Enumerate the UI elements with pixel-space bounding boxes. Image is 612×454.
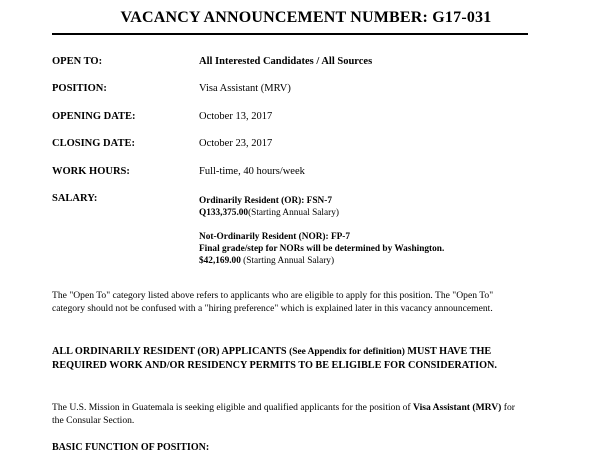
nor-salary-note: (Starting Annual Salary) bbox=[240, 256, 335, 266]
nor-salary-heading: Not-Ordinarily Resident (NOR): FP-7 bbox=[199, 232, 351, 242]
or-salary-amount: Q133,375.00 bbox=[199, 208, 249, 218]
nor-grade-note: Final grade/step for NORs will be determined by Washington. bbox=[199, 244, 445, 254]
or-salary-heading: Ordinarily Resident (OR): FSN-7 bbox=[199, 196, 332, 206]
mission-prefix: The U.S. Mission in Guatemala is seeking eligible and qualified applicants for the position of bbox=[52, 402, 414, 413]
eligibility-appendix-ref: (See Appendix for definition) bbox=[289, 347, 405, 357]
mission-suffix: for the Consular Section. bbox=[52, 402, 515, 426]
basic-function-heading: BASIC FUNCTION OF POSITION: bbox=[52, 442, 210, 453]
salary-label: SALARY: bbox=[52, 193, 98, 204]
mission-paragraph bbox=[52, 401, 526, 427]
or-salary-note: (Starting Annual Salary) bbox=[248, 208, 339, 218]
closing-date-label: CLOSING DATE: bbox=[52, 138, 135, 149]
page-title: VACANCY ANNOUNCEMENT NUMBER: G17-031 bbox=[120, 9, 492, 26]
work-hours-value: Full-time, 40 hours/week bbox=[199, 166, 305, 177]
opening-date-label: OPENING DATE: bbox=[52, 111, 136, 122]
work-hours-label: WORK HOURS: bbox=[52, 166, 130, 177]
closing-date-value: October 23, 2017 bbox=[199, 138, 273, 149]
position-value: Visa Assistant (MRV) bbox=[199, 83, 291, 94]
title-rule bbox=[52, 33, 528, 35]
nor-salary-amount: $42,169.00 bbox=[199, 256, 241, 266]
eligibility-prefix: ALL ORDINARILY RESIDENT (OR) APPLICANTS bbox=[52, 346, 290, 357]
or-salary-line bbox=[199, 207, 444, 219]
open-to-value: All Interested Candidates / All Sources bbox=[199, 56, 373, 67]
eligibility-suffix: MUST HAVE THE REQUIRED WORK AND/OR RESIDENCY PERMITS TO BE ELIGIBLE FOR CONSIDERATION. bbox=[52, 346, 497, 371]
mission-position: Visa Assistant (MRV) bbox=[413, 402, 502, 413]
open-to-explanation-paragraph: The "Open To" category listed above refers to applicants who are eligible to apply for this position. The "Open To" category should not be confused with a "hiring preference" which is explained later in this vacancy announcement. bbox=[52, 290, 494, 314]
position-label: POSITION: bbox=[52, 83, 107, 94]
eligibility-paragraph bbox=[52, 345, 526, 373]
opening-date-value: October 13, 2017 bbox=[199, 111, 273, 122]
salary-block bbox=[199, 195, 444, 267]
open-to-label: OPEN TO: bbox=[52, 56, 103, 67]
nor-salary-line bbox=[199, 255, 444, 267]
